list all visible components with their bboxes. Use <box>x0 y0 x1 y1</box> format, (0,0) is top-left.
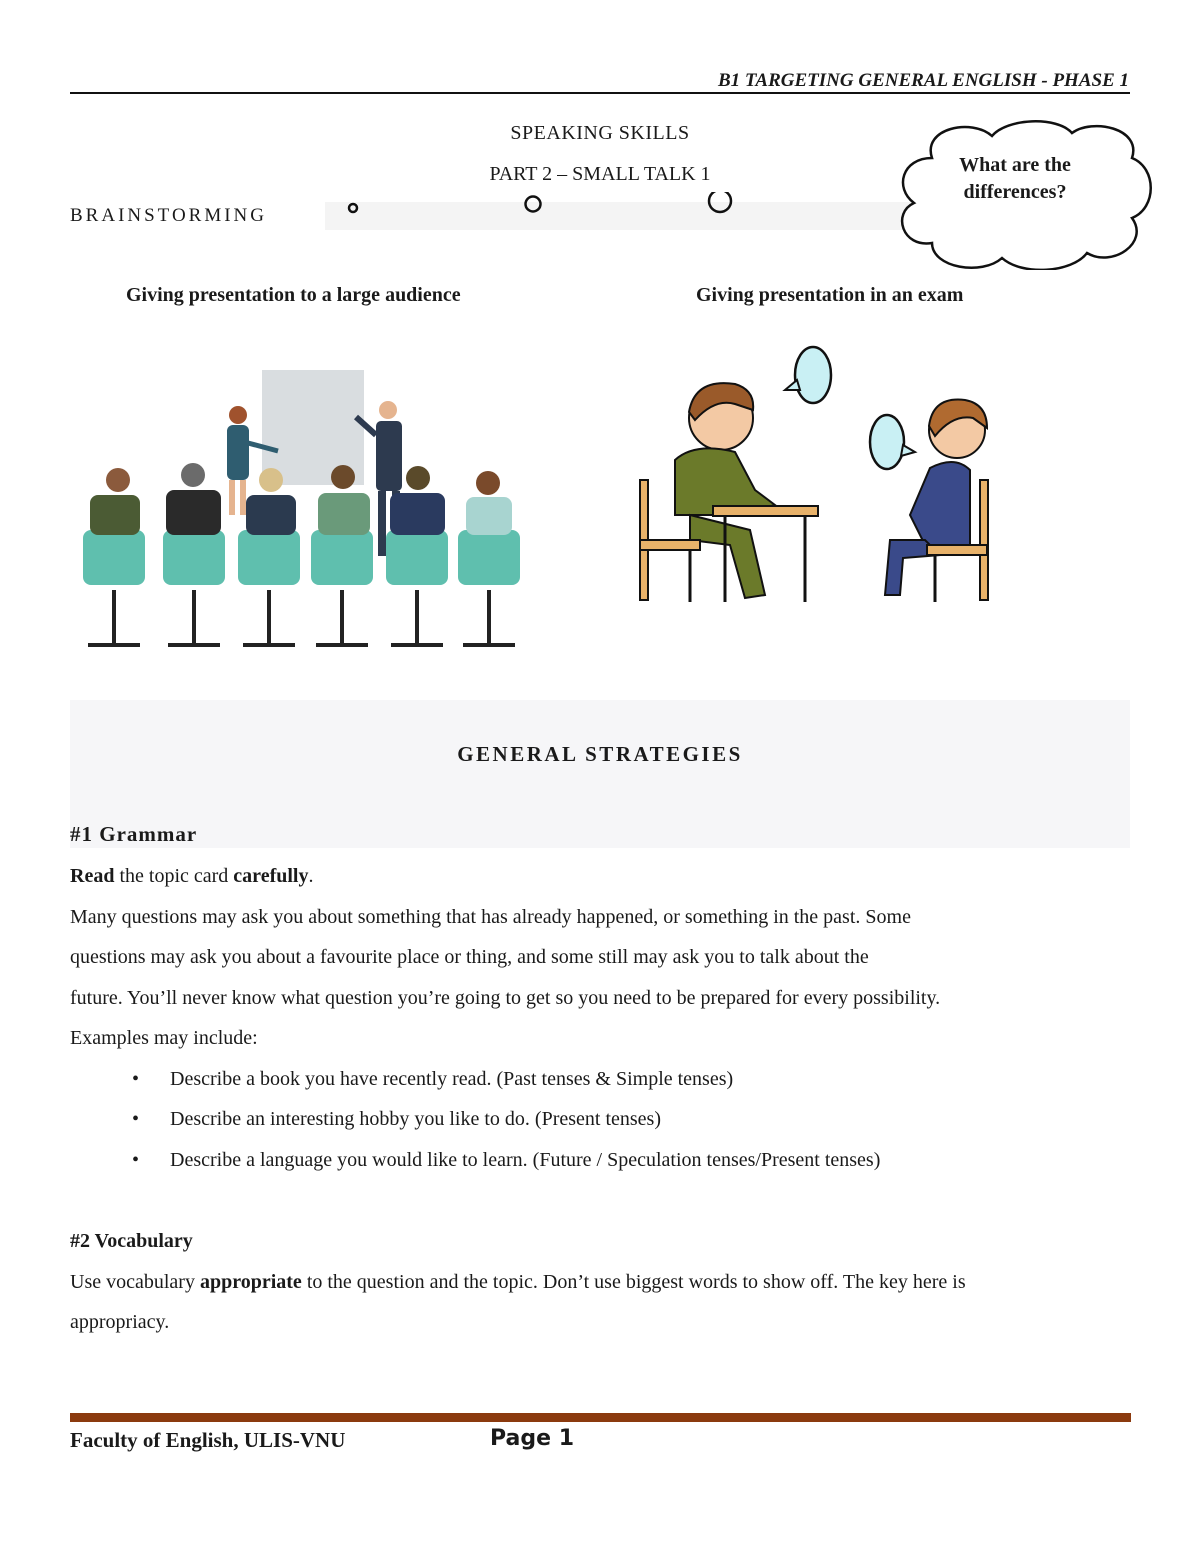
footer-faculty: Faculty of English, ULIS-VNU <box>70 1428 346 1452</box>
vocabulary-heading: #2 Vocabulary <box>70 1230 193 1252</box>
vocabulary-text <box>70 1262 1135 1303</box>
brainstorming-label: BRAINSTORMING <box>70 205 268 226</box>
carefully-word: carefully <box>233 865 309 887</box>
read-word: Read <box>70 865 115 887</box>
examples-list <box>70 1059 1135 1181</box>
instruction-end: . <box>308 865 314 887</box>
grammar-paragraph-line-1: Many questions may ask you about something that has already happened, or something in the past. Some <box>70 905 911 928</box>
cloud-line-2: differences? <box>963 181 1067 203</box>
thought-dots-icon <box>340 192 740 222</box>
vocab-text-end: to the question and the topic. Don’t use biggest words to show off. The key here is <box>301 1270 966 1293</box>
vocabulary-line-2: appropriacy. <box>70 1311 170 1333</box>
thought-cloud-text <box>925 152 1105 206</box>
footer-divider <box>70 1413 1131 1422</box>
cloud-line-1: What are the <box>959 154 1071 176</box>
section-title: SPEAKING SKILLS <box>510 122 690 144</box>
header-divider <box>70 92 1130 94</box>
appropriate-word: appropriate <box>199 1270 302 1293</box>
vocabulary-section <box>70 1221 1135 1343</box>
instruction-middle: the topic card <box>114 865 234 887</box>
exam-interview-illustration <box>635 340 1005 610</box>
section-subtitle: PART 2 – SMALL TALK 1 <box>489 163 711 185</box>
right-caption: Giving presentation in an exam <box>696 284 964 306</box>
audience-presentation-illustration <box>78 355 528 655</box>
running-header: B1 TARGETING GENERAL ENGLISH - PHASE 1 <box>717 70 1129 91</box>
strategies-band <box>70 700 1130 848</box>
grammar-paragraph-line-2: questions may ask you about a favourite place or thing, and some still may ask you to talk about the <box>70 946 869 968</box>
list-item: • Describe a book you have recently read. (Past tenses & Simple tenses) <box>70 1059 1135 1100</box>
list-item: • Describe an interesting hobby you like to do. (Present tenses) <box>70 1099 1135 1140</box>
examples-intro: Examples may include: <box>70 1027 258 1049</box>
strategies-title: GENERAL STRATEGIES <box>457 742 743 766</box>
grammar-section <box>70 856 1135 1180</box>
grammar-paragraph-line-3: future. You’ll never know what question you’re going to get so you need to be prepared for every possibility. <box>70 986 941 1009</box>
page-number: Page 1 <box>490 1426 575 1451</box>
grammar-heading: #1 Grammar <box>70 822 198 846</box>
grammar-instruction <box>70 856 1135 897</box>
list-item: • Describe a language you would like to learn. (Future / Speculation tenses/Present tenses) <box>70 1140 1135 1181</box>
left-caption: Giving presentation to a large audience <box>126 284 461 306</box>
vocab-text-start: Use vocabulary <box>70 1270 200 1293</box>
